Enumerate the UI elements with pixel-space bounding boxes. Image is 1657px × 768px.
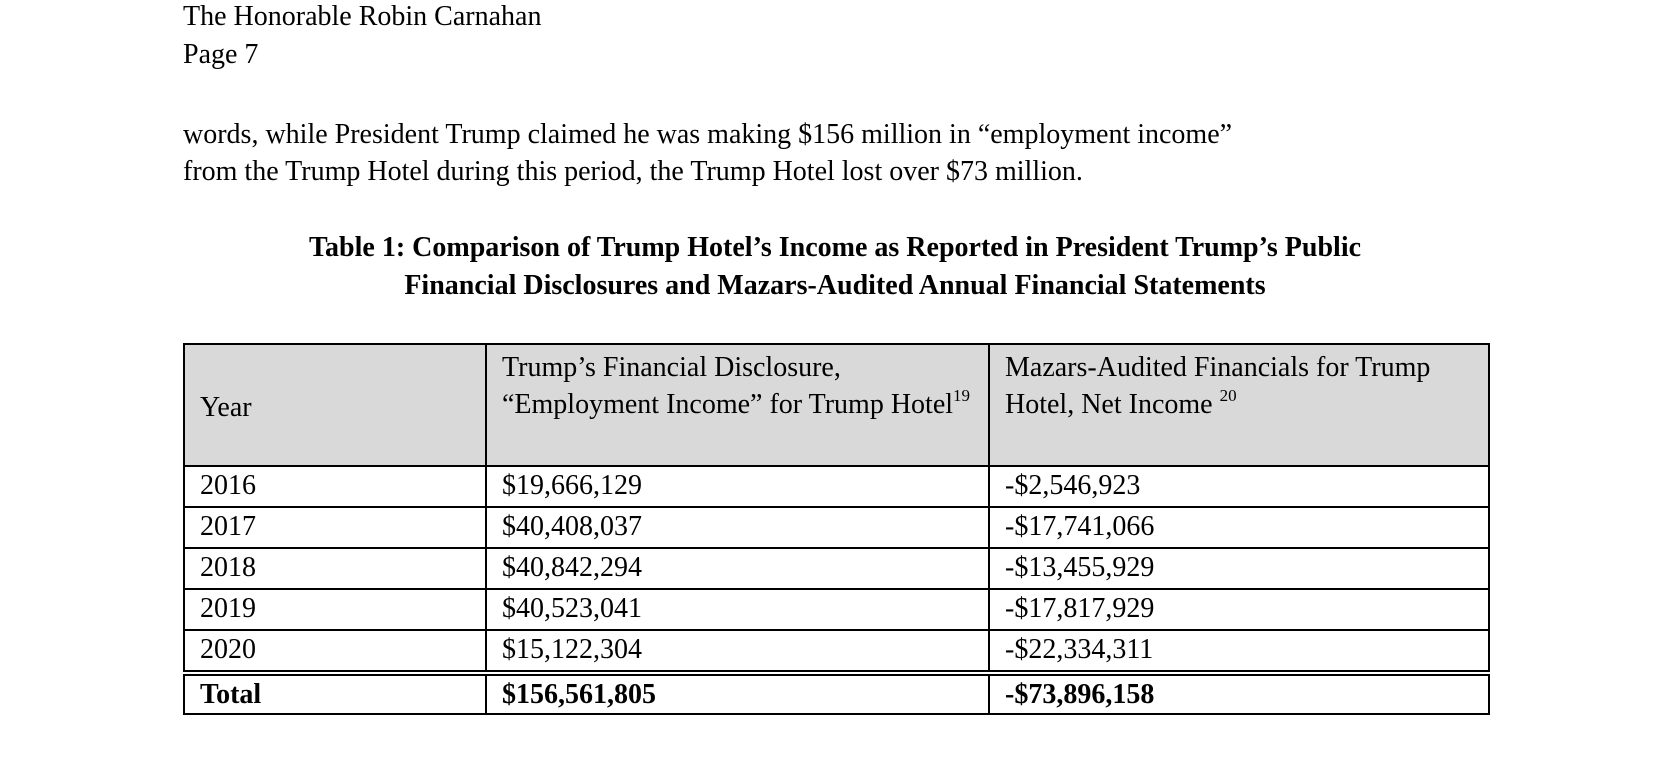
total-mazars: -$73,896,158 xyxy=(989,673,1489,714)
cell-disclosure: $19,666,129 xyxy=(486,466,989,507)
table-caption-line-2: Financial Disclosures and Mazars-Audited Annual Financial Statements xyxy=(404,270,1266,301)
total-label: Total xyxy=(184,673,486,714)
income-comparison-table xyxy=(183,343,1490,715)
paragraph-line-1: words, while President Trump claimed he was making $156 million in “employment income” xyxy=(183,119,1233,150)
footnote-20: 20 xyxy=(1219,386,1237,405)
header-year: Year xyxy=(184,344,486,466)
cell-mazars: -$17,741,066 xyxy=(989,507,1489,548)
cell-mazars: -$2,546,923 xyxy=(989,466,1489,507)
header-disclosure: Trump’s Financial Disclosure, “Employment Income” for Trump Hotel$^{19}$ xyxy=(486,344,989,466)
letter-addressee: The Honorable Robin Carnahan xyxy=(183,1,542,32)
table-header-row xyxy=(184,344,1489,466)
cell-disclosure: $40,842,294 xyxy=(486,548,989,589)
cell-disclosure: $40,408,037 xyxy=(486,507,989,548)
cell-disclosure: $15,122,304 xyxy=(486,630,989,673)
footnote-19: 19 xyxy=(953,386,971,405)
table-row xyxy=(184,630,1489,673)
paragraph-line-2: from the Trump Hotel during this period, the Trump Hotel lost over $73 million. xyxy=(183,156,1083,187)
cell-mazars: -$17,817,929 xyxy=(989,589,1489,630)
body-paragraph xyxy=(183,116,1523,190)
cell-year: 2020 xyxy=(184,630,486,673)
cell-year: 2016 xyxy=(184,466,486,507)
cell-mazars: -$22,334,311 xyxy=(989,630,1489,673)
table-caption-line-1: Table 1: Comparison of Trump Hotel’s Income as Reported in President Trump’s Public xyxy=(308,232,1362,263)
table-row xyxy=(184,548,1489,589)
cell-mazars: -$13,455,929 xyxy=(989,548,1489,589)
table-total-row xyxy=(184,673,1489,714)
table-caption xyxy=(150,229,1520,305)
table-row xyxy=(184,589,1489,630)
cell-year: 2017 xyxy=(184,507,486,548)
table-row xyxy=(184,507,1489,548)
header-mazars: Mazars-Audited Financials for Trump Hotel, Net Income $^{20}$ xyxy=(989,344,1489,466)
table-row xyxy=(184,466,1489,507)
cell-year: 2018 xyxy=(184,548,486,589)
cell-disclosure: $40,523,041 xyxy=(486,589,989,630)
cell-year: 2019 xyxy=(184,589,486,630)
page-number: Page 7 xyxy=(183,39,259,70)
total-disclosure: $156,561,805 xyxy=(486,673,989,714)
